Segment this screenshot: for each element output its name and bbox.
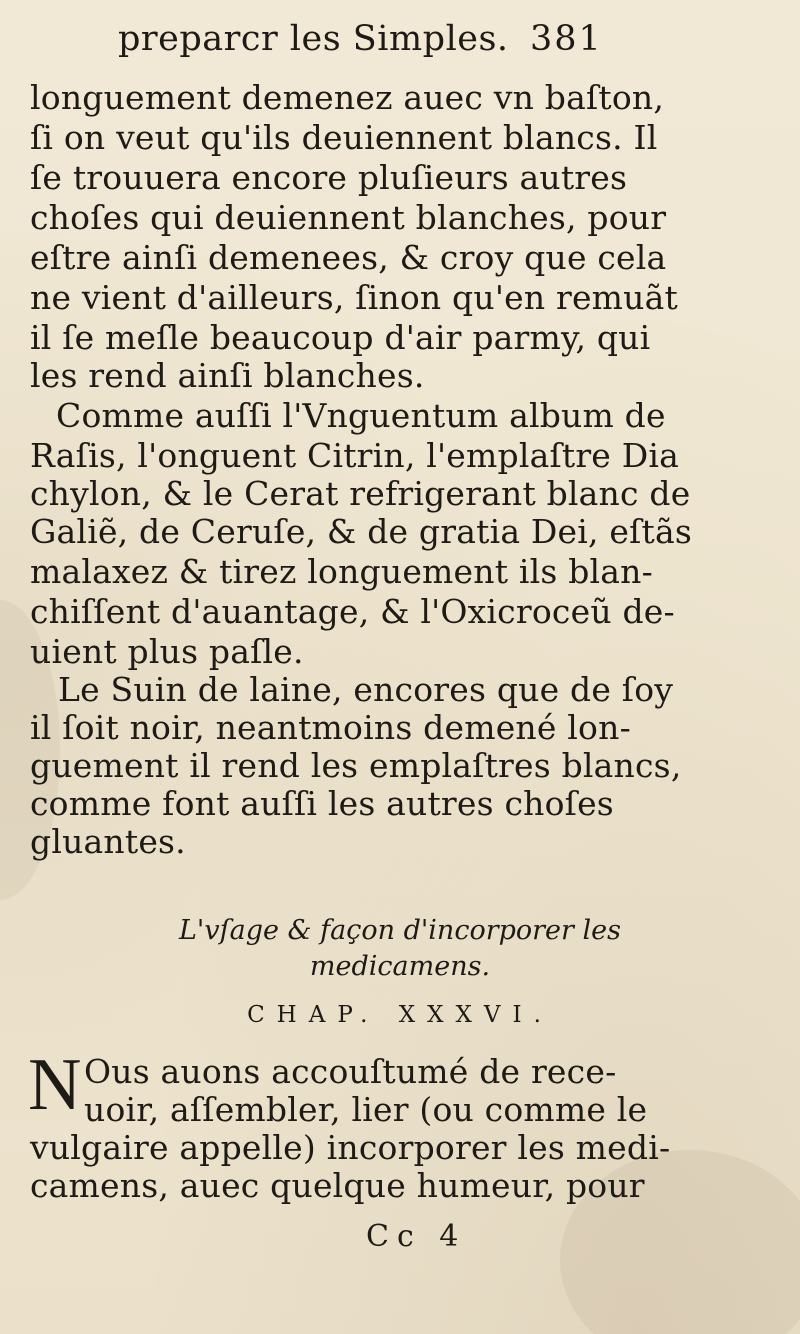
text-line: comme font auſſi les autres choſes <box>30 784 614 823</box>
chapter-title-continued: medicamens. <box>309 951 491 982</box>
signature-mark: Cc 4 <box>366 1219 467 1254</box>
text-line: uoir, aſſembler, lier (ou comme le <box>84 1090 648 1129</box>
chapter-number: CHAP. XXXVI. <box>247 1002 553 1028</box>
text-line: gluantes. <box>30 822 186 861</box>
text-line: Comme auſſi l'Vnguentum album de <box>56 396 666 435</box>
text-line: ſi on veut qu'ils deuiennent blancs. Il <box>30 118 658 157</box>
text-line: uient plus paſle. <box>30 632 304 671</box>
text-line: Ous auons accouſtumé de rece- <box>84 1052 617 1091</box>
page-number: 381 <box>530 19 603 59</box>
text-line: eſtre ainſi demenees, & croy que cela <box>30 238 667 277</box>
text-line: malaxez & tirez longuement ils blan- <box>30 552 653 591</box>
text-line: chiſſent d'auantage, & l'Oxicroceũ de- <box>30 592 675 631</box>
text-line: guement il rend les emplaſtres blancs, <box>30 746 682 785</box>
text-line: Raſis, l'onguent Citrin, l'emplaſtre Dia <box>30 436 680 475</box>
running-title: preparcr les Simples. <box>118 19 509 59</box>
text-line: vulgaire appelle) incorporer les medi- <box>30 1128 671 1167</box>
text-line: Le Suin de laine, encores que de ſoy <box>58 670 674 709</box>
text-line: Galiẽ, de Ceruſe, & de gratia Dei, eſtãs <box>30 512 693 551</box>
text-line: les rend ainſi blanches. <box>30 356 425 395</box>
text-line: chylon, & le Cerat refrigerant blanc de <box>30 474 691 513</box>
text-line: choſes qui deuiennent blanches, pour <box>30 198 667 237</box>
drop-cap: N <box>28 1044 82 1126</box>
text-line: ſe trouuera encore pluſieurs autres <box>30 158 628 197</box>
text-line: il ſoit noir, neantmoins demené lon- <box>30 708 631 747</box>
text-line: longuement demenez auec vn baſton, <box>30 78 665 117</box>
text-line: ne vient d'ailleurs, ſinon qu'en remuãt <box>30 278 678 317</box>
running-header <box>118 18 603 60</box>
text-line: camens, auec quelque humeur, pour <box>30 1166 645 1205</box>
text-line: il ſe meſle beaucoup d'air parmy, qui <box>30 318 651 357</box>
chapter-title: L'vſage & façon d'incorporer les <box>179 915 621 946</box>
